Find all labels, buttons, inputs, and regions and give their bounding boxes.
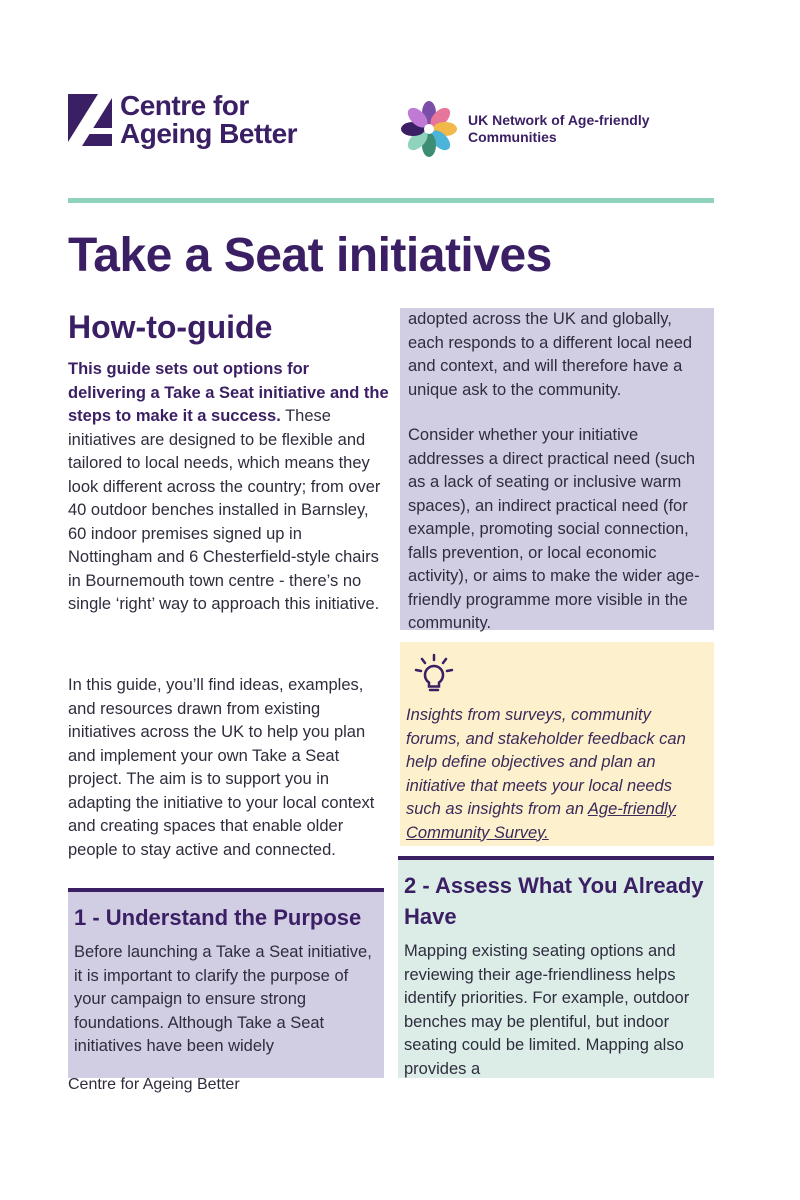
intro-bold: This guide sets out options for delivering a Take a Seat initiative and the steps to make it a success. [68,360,389,425]
section-2-heading: 2 - Assess What You Already Have [404,873,704,929]
page-subtitle: How-to-guide [68,309,273,345]
age-friendly-survey-link[interactable]: Age-friendly Community Survey. [406,800,676,842]
insight-box [400,642,714,846]
section-1-body: Before launching a Take a Seat initiative, it is important to clarify the purpose of your campaign to ensure strong foundations. Although Take a Seat initiatives have been widely [74,943,372,1055]
centre-for-ageing-better-logo [68,92,297,148]
section-1-heading: 1 - Understand the Purpose [74,905,362,930]
footer-text: Centre for Ageing Better [68,1076,240,1093]
header-divider [68,198,714,203]
section-2-body: Mapping existing seating options and reviewing their age-friendliness helps identify priorities. For example, outdoor benches may be plentiful, but indoor seating could be limited. Mapping also provides a [404,942,690,1078]
purpose-continued-panel [400,308,714,630]
insight-text: Insights from surveys, community forums, and stakeholder feedback can help define objectives and plan an initiative that meets your local needs such as insights from an Age-friendly Community Survey. [406,706,686,842]
lightbulb-icon [412,652,456,696]
uk-network-age-friendly-logo [400,100,698,158]
intro-paragraph-2: In this guide, you’ll find ideas, examples, and resources drawn from existing initiatives across the UK to help you plan and implement your own Take a Seat project. The aim is to support you in adapting the initiative to your local context and creating spaces that enable older people to stay active and connected. [68,676,375,859]
purpose-continued-para-2: Consider whether your initiative addresses a direct practical need (such as a lack of seating or inclusive warm spaces), an indirect practical need (for example, promoting social connection, falls prevention, or local economic activity), or aims to make the wider age-friendly programme more visible in the community. [408,426,700,632]
intro-paragraph [68,358,390,617]
flower-petals-icon [400,100,458,158]
ageing-better-mark-icon [68,94,112,146]
page-title: Take a Seat initiatives [68,229,552,282]
network-name: UK Network of Age-friendly Communities [468,112,650,145]
section-2-panel [398,856,714,1078]
logo-wordmark: Centre for Ageing Better [120,90,298,149]
section-1-panel [68,888,384,1078]
purpose-continued-para-1: adopted across the UK and globally, each responds to a different local need and context, and will therefore have a unique ask to the community. [408,310,693,399]
intro-rest: These initiatives are designed to be flexible and tailored to local needs, which means they look different across the country; from over 40 outdoor benches installed in Barnsley, 60 indoor premises signed up in Nottingham and 6 Chesterfield-style chairs in Bournemouth town centre - there’s no single ‘right’ way to approach this initiative. [68,407,381,613]
